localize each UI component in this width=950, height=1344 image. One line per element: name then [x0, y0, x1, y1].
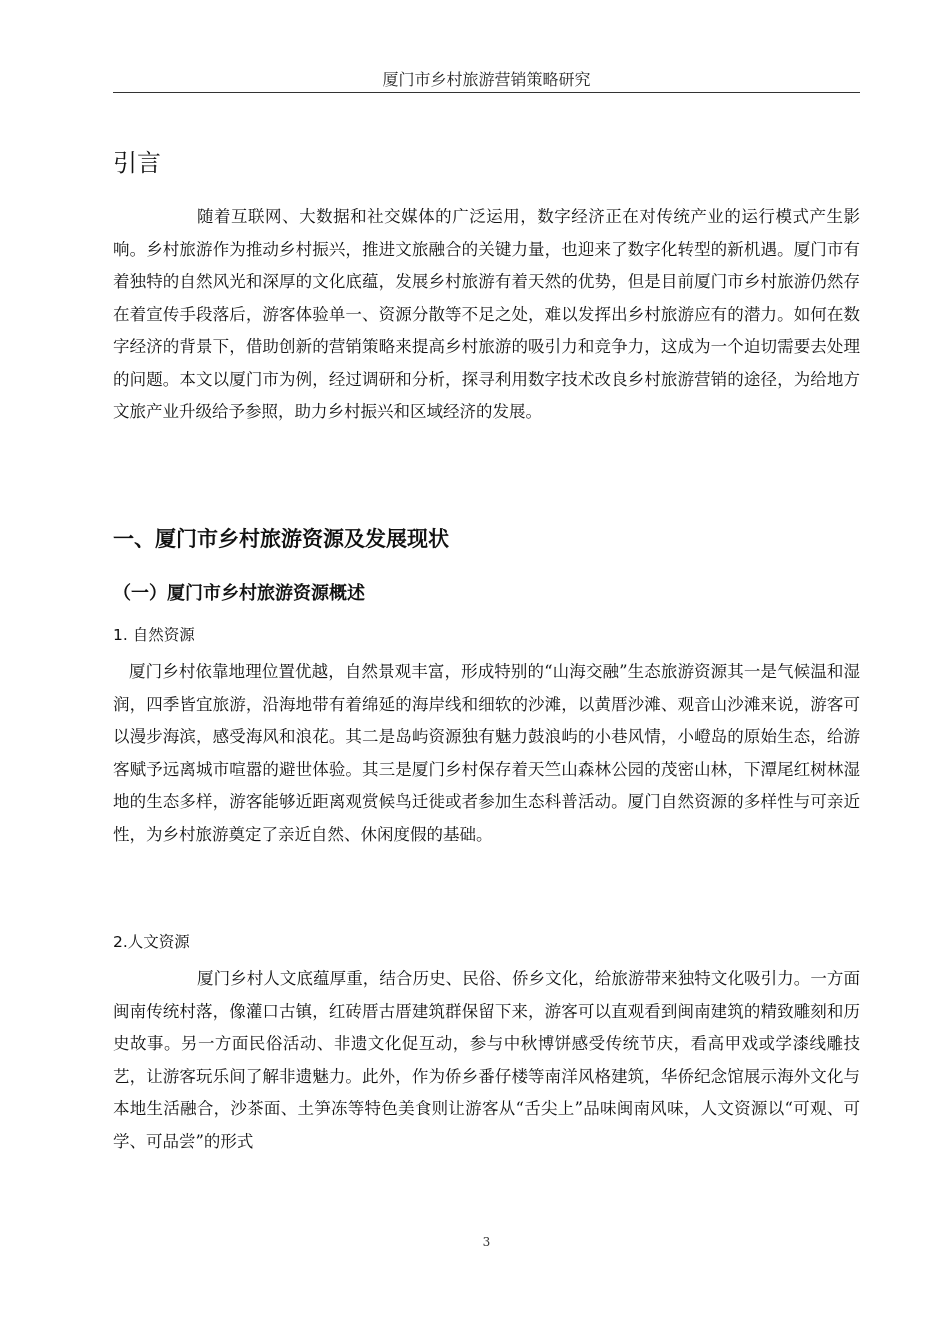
cultural-resources-heading: 2.人文资源: [113, 933, 190, 951]
natural-resources-paragraph: 厦门乡村依靠地理位置优越，自然景观丰富，形成特别的“山海交融”生态旅游资源其一是气候温和湿润，四季皆宜旅游，沿海地带有着绵延的海岸线和细软的沙滩，以黄厝沙滩、观音山沙滩来说，游客可以漫步海滨，感受海风和浪花。其二是岛屿资源独有魅力鼓浪屿的小巷风情，小嶝岛的原始生态，给游客赋予远离城市喧嚣的避世体验。其三是厦门乡村保存着天竺山森林公园的茂密山林，下潭尾红树林湿地的生态多样，游客能够近距离观赏候鸟迁徙或者参加生态科普活动。厦门自然资源的多样性与可亲近性，为乡村旅游奠定了亲近自然、休闲度假的基础。: [113, 662, 860, 844]
chapter-1-heading: 一、厦门市乡村旅游资源及发展现状: [113, 527, 449, 551]
natural-resources-heading: 1. 自然资源: [113, 626, 195, 644]
intro-heading: 引言: [113, 149, 161, 177]
page-number: 3: [482, 1235, 491, 1249]
section-1-heading: （一）厦门市乡村旅游资源概述: [113, 583, 365, 604]
cultural-resources-paragraph: 厦门乡村人文底蕴厚重，结合历史、民俗、侨乡文化，给旅游带来独特文化吸引力。一方面闽南传统村落，像灌口古镇，红砖厝古厝建筑群保留下来，游客可以直观看到闽南建筑的精致雕刻和历史故事。另一方面民俗活动、非遗文化促互动，参与中秋博饼感受传统节庆，看高甲戏或学漆线雕技艺，让游客玩乐间了解非遗魅力。此外，作为侨乡番仔楼等南洋风格建筑，华侨纪念馆展示海外文化与本地生活融合，沙茶面、土笋冻等特色美食则让游客从“舌尖上”品味闽南风味，人文资源以“可观、可学、可品尝”的形式: [113, 969, 860, 1151]
header-divider: [113, 92, 860, 93]
running-header-title: 厦门市乡村旅游营销策略研究: [382, 70, 591, 89]
intro-paragraph: 随着互联网、大数据和社交媒体的广泛运用，数字经济正在对传统产业的运行模式产生影响。乡村旅游作为推动乡村振兴，推进文旅融合的关键力量，也迎来了数字化转型的新机遇。厦门市有着独特的自然风光和深厚的文化底蕴，发展乡村旅游有着天然的优势，但是目前厦门市乡村旅游仍然存在着宣传手段落后，游客体验单一、资源分散等不足之处，难以发挥出乡村旅游应有的潜力。如何在数字经济的背景下，借助创新的营销策略来提高乡村旅游的吸引力和竞争力，这成为一个迫切需要去处理的问题。本文以厦门市为例，经过调研和分析，探寻利用数字技术改良乡村旅游营销的途径，为给地方文旅产业升级给予参照，助力乡村振兴和区域经济的发展。: [113, 207, 860, 421]
